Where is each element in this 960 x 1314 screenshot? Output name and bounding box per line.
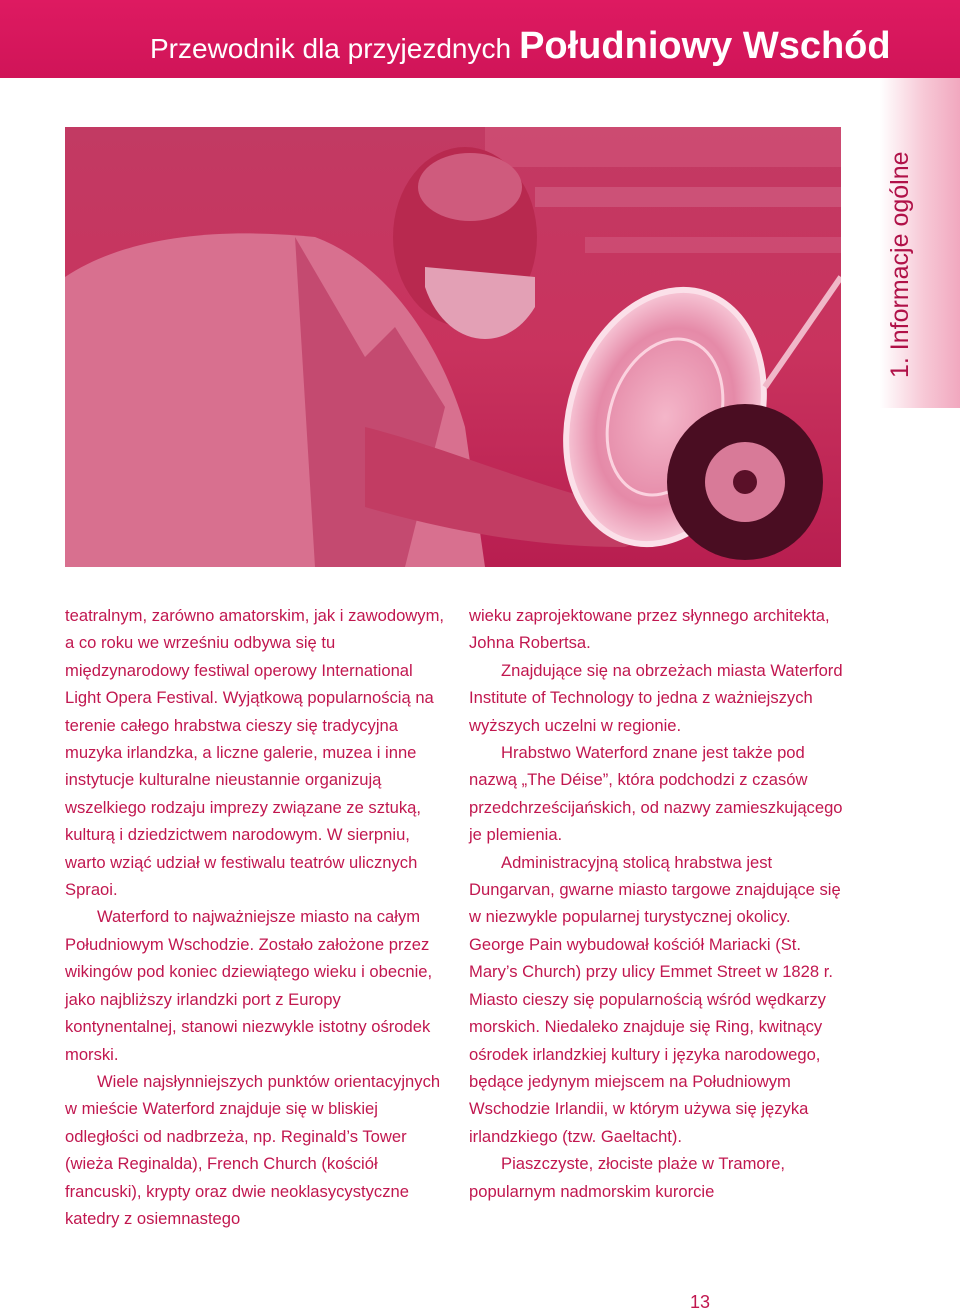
page-number: 13 [690,1292,711,1312]
header-title-light: Przewodnik dla przyjezdnych [150,33,512,64]
left-paragraph-3: Wiele najsłynniejszych punktów orientacyjnych w mieście Waterford znajduje się w bliskiej odległości od nadbrzeża, np. Reginald’s Tower (wieża Reginalda), French Church (kościół francuski), krypty oraz dwie neoklasycystyczne katedry z osiemnastego [65,1071,441,1228]
right-paragraph-3: Hrabstwo Waterford znane jest także pod nazwą „The Déise”, która podchodzi z czasów przedchrześcijańskich, od nazwy zamieszkującego je plemienia. [469,743,843,845]
header-title [150,24,891,76]
page-header [0,0,960,78]
right-paragraph-4: Administracyjną stolicą hrabstwa jest Dungarvan, gwarne miasto targowe znajdujące się w niezwykle popularnej turystycznej okolicy. George Pain wybudował kościół Mariacki (St. Mary’s Church) przy ulicy Emmet Street w 1828 r. Miasto cieszy się popularnością wśród wędkarzy morskich. Niedaleko znajduje się Ring, kwitnący ośrodek irlandzkiej kultury i języka narodowego, będące jedynym miejscem na Południowym Wschodzie Irlandii, w którym używa się języka irlandzkiego (tzw. Gaeltacht). [469,852,841,1146]
left-paragraph-2: Waterford to najważniejsze miasto na całym Południowym Wschodzie. Zostało założone przez wikingów pod koniec dziewiątego wieku i obecnie, jako najbliższy irlandzki port z Europy kontynentalnej, stanowi niezwykle istotny ośrodek morski. [65,907,433,1064]
section-label: 1. Informacje ogólne [886,151,914,378]
left-column [65,602,450,1232]
left-paragraph-1: teatralnym, zarówno amatorskim, jak i zawodowym, a co roku we wrześniu odbywa się tu międzynarodowy festiwal operowy International Light Opera Festival. Wyjątkową popularnością na terenie całego hrabstwa cieszy się tradycyjna muzyka irlandzka, a liczne galerie, muzea i inne instytucje kulturalne nieustannie organizują wszelkiego rodzaju imprezy związane ze sztuką, kulturą i dziedzictwem narodowym. W sierpniu, warto wziąć udział w festiwalu teatrów ulicznych Spraoi. [65,606,445,900]
right-column [469,602,849,1205]
header-title-bold: Południowy Wschód [519,25,891,67]
photo-illustration [65,127,841,567]
right-paragraph-5: Piaszczyste, złociste plaże w Tramore, popularnym nadmorskim kurorcie [469,1154,786,1201]
right-paragraph-1: wieku zaprojektowane przez słynnego architekta, Johna Robertsa. [469,606,830,653]
right-paragraph-2: Znajdujące się na obrzeżach miasta Waterford Institute of Technology to jedna z ważniejszych wyższych uczelni w regionie. [469,660,843,735]
photo-man-with-crystal-bowl [65,127,841,567]
